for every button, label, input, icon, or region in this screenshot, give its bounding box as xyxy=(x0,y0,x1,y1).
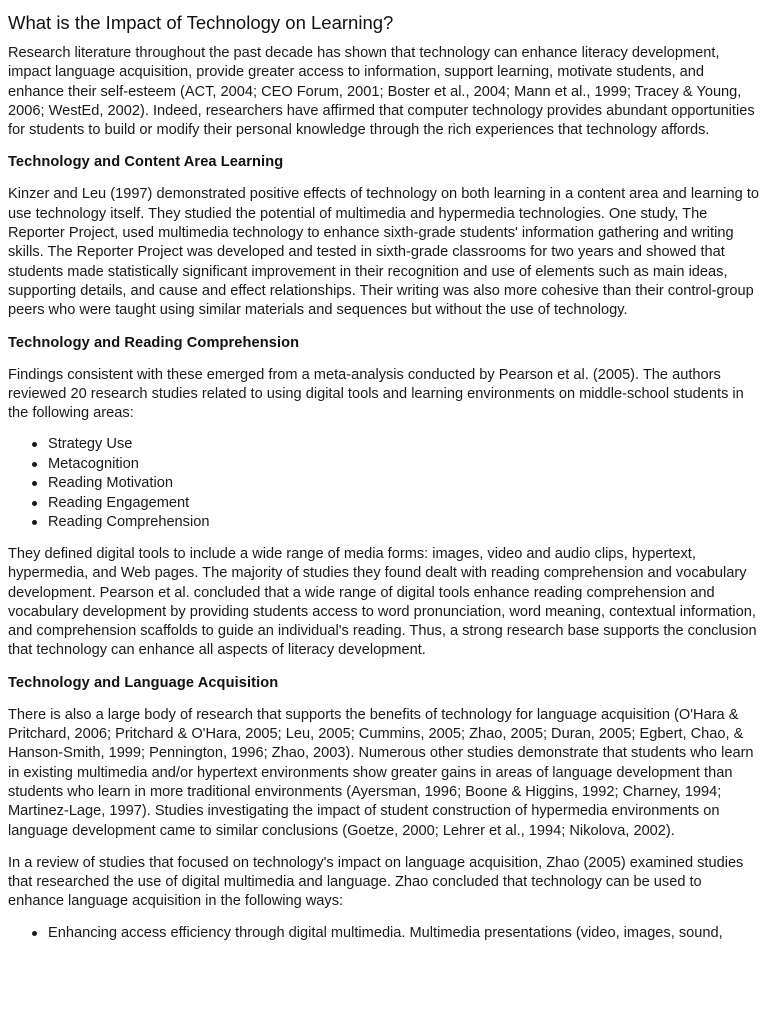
list-item xyxy=(22,924,760,944)
bullet-icon xyxy=(32,462,37,467)
section-heading-reading-comprehension: Technology and Reading Comprehension xyxy=(8,334,300,351)
bullet-icon xyxy=(32,442,37,447)
page-title: What is the Impact of Technology on Learning? xyxy=(8,12,394,33)
list-item xyxy=(22,513,760,533)
paragraph-gap xyxy=(8,841,760,854)
list-item xyxy=(22,435,760,455)
bullet-icon xyxy=(32,481,37,486)
bullet-icon xyxy=(32,520,37,525)
list-item-label: Enhancing access efficiency through digital multimedia. Multimedia presentations (video, images, sound, xyxy=(48,924,723,941)
list-item-label: Reading Motivation xyxy=(48,475,173,492)
language-ways-list xyxy=(8,924,760,944)
list-item xyxy=(22,455,760,475)
section-paragraph: There is also a large body of research that supports the benefits of technology for language acquisition (O'Hara & Pritchard, 2006; Pritchard & O'Hara, 2005; Leu, 2005; Cummins, 2005; Zhao, 2005; Duran, 2005; Egbert, Chao, & Hanson-Smith, 1999; Pennington, 1996; Zhao, 2003). Numerous other studies demonstrate that students who learn in existing multimedia and/or hypertext environments show greater gains in areas of language development than students who learn in more traditional environments (Ayersman, 1996; Boone & Higgins, 1992; Charney, 1994; Martinez-Lage, 1997). Studies investigating the impact of student construction of hypermedia environments on language development came to similar conclusions (Goetze, 2000; Lehrer et al., 1994; Nikolova, 2002). xyxy=(8,706,754,839)
section-paragraph: Findings consistent with these emerged from a meta-analysis conducted by Pearson et al. (2005). The authors reviewed 20 research studies related to using digital tools and learning environments on middle-school students in the following areas: xyxy=(8,366,744,422)
section-paragraph: Kinzer and Leu (1997) demonstrated positive effects of technology on both learning in a content area and learning to use technology itself. They studied the potential of multimedia and hypermedia technologies. One study, The Reporter Project, used multimedia technology to enhance sixth-grade students' information gathering and writing skills. The Reporter Project was developed and tested in sixth-grade classrooms for two years and showed that students made statistically significant improvement in their recognition and use of elements such as main ideas, supporting details, and cause and effect relationships. Their writing was also more cohesive than their control-group peers who were taught using similar materials and sequences but without the use of technology. xyxy=(8,186,760,319)
bullet-icon xyxy=(32,931,37,936)
section-heading-language-acquisition: Technology and Language Acquisition xyxy=(8,674,279,691)
reading-areas-list xyxy=(8,435,760,533)
list-item-label: Reading Comprehension xyxy=(48,514,210,531)
intro-paragraph: Research literature throughout the past decade has shown that technology can enhance literacy development, impact language acquisition, provide greater access to information, support learning, motivate students, and enhance their self-esteem (ACT, 2004; CEO Forum, 2001; Boster et al., 2004; Mann et al., 1999; Tracey & Young, 2006; WestEd, 2002). Indeed, researchers have affirmed that computer technology provides abundant opportunities for students to build or modify their personal knowledge through the rich experiences that technology affords. xyxy=(8,45,755,139)
section-paragraph: They defined digital tools to include a wide range of media forms: images, video and audio clips, hypertext, hypermedia, and Web pages. The majority of studies they found dealt with reading comprehension and vocabulary development. Pearson et al. concluded that a wide range of digital tools enhance reading comprehension and vocabulary development by providing students access to word pronunciation, word meaning, contextual information, and comprehension scaffolds to guide an individual's reading. Thus, a strong research base supports the conclusion that technology can enhance all aspects of literacy development. xyxy=(8,545,757,659)
list-item-label: Strategy Use xyxy=(48,436,133,453)
list-item xyxy=(22,474,760,494)
bullet-icon xyxy=(32,501,37,506)
list-item xyxy=(22,494,760,514)
section-heading-content-area: Technology and Content Area Learning xyxy=(8,154,284,171)
list-item-label: Reading Engagement xyxy=(48,494,190,511)
section-paragraph: In a review of studies that focused on technology's impact on language acquisition, Zhao (2005) examined studies that researched the use of digital multimedia and language. Zhao concluded that technology can be used to enhance language acquisition in the following ways: xyxy=(8,854,744,910)
list-item-label: Metacognition xyxy=(48,455,139,472)
